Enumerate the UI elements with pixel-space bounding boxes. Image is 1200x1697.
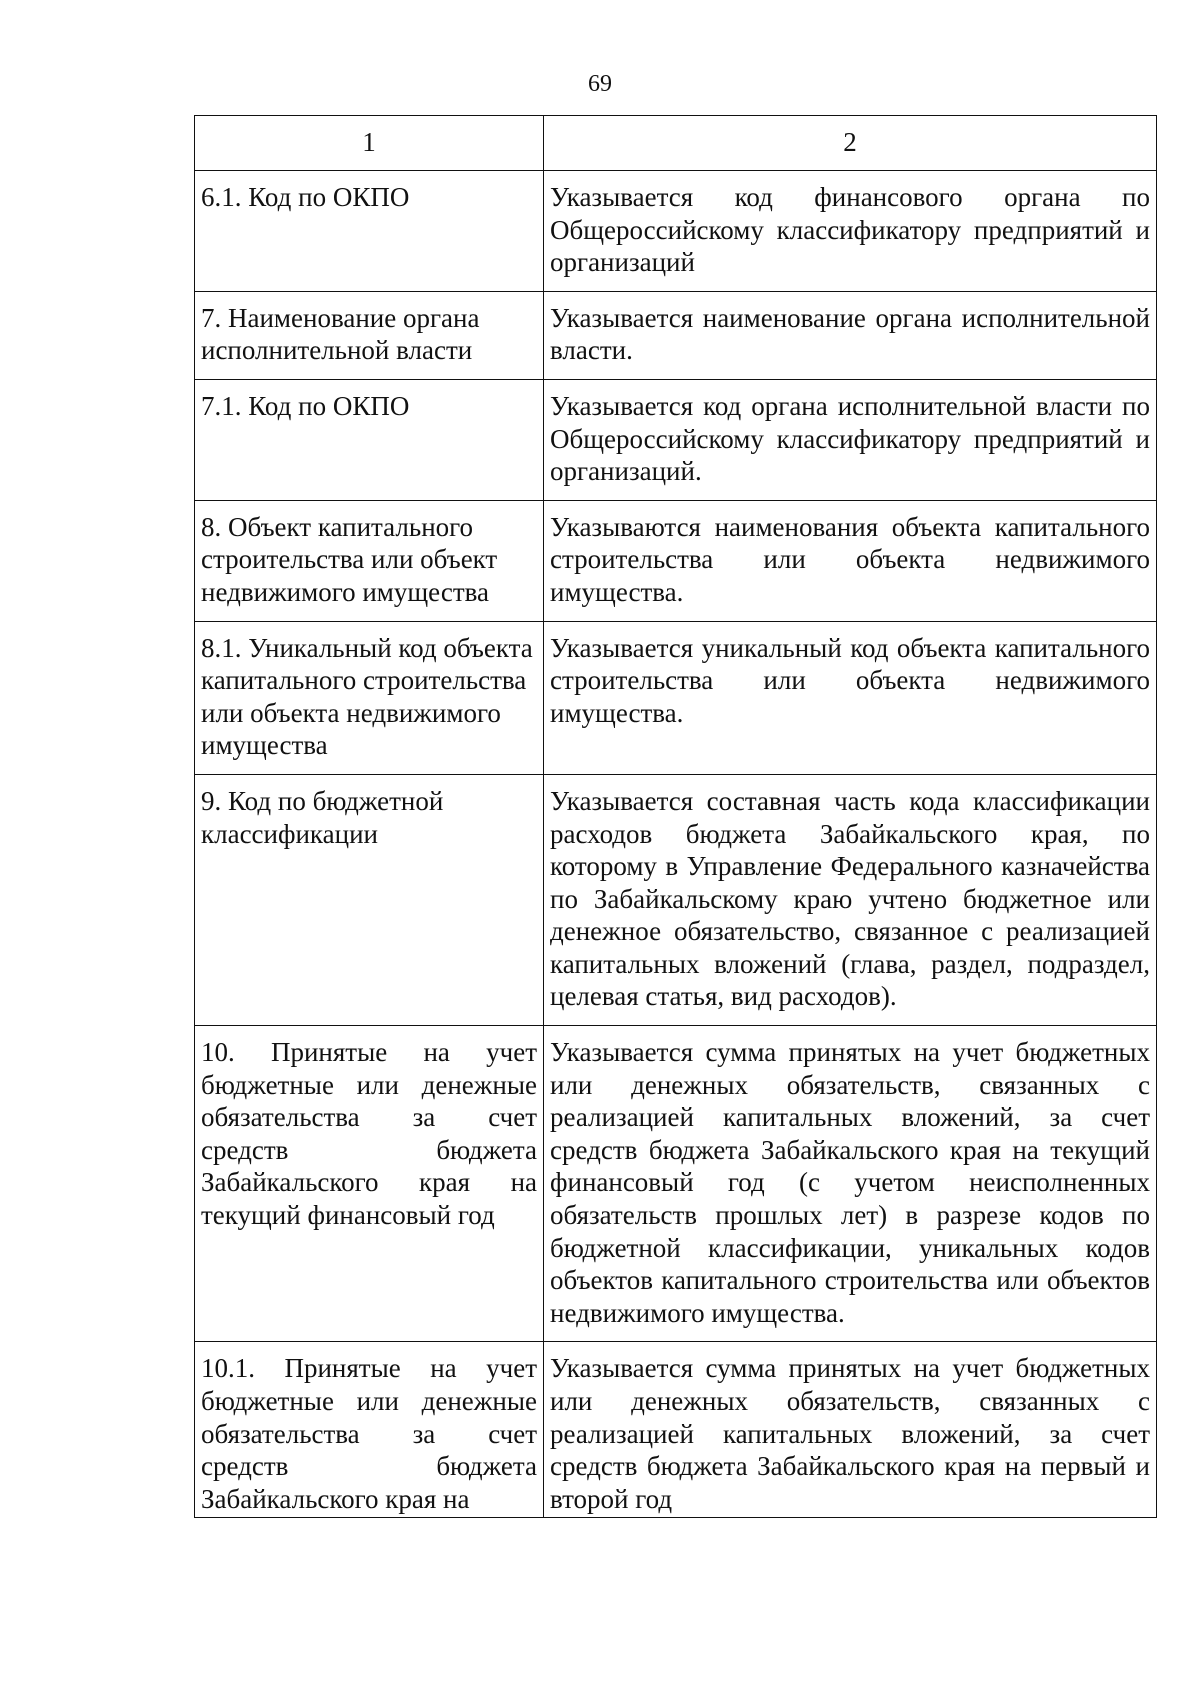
row-field-name: 7. Наименование органа исполнительной власти [195, 291, 544, 379]
row-field-name: 8.1. Уникальный код объекта капитального строительства или объекта недвижимого имущества [195, 621, 544, 774]
table-row [195, 1342, 1157, 1518]
page-number: 69 [588, 71, 612, 97]
row-field-name: 9. Код по бюджетной классификации [195, 774, 544, 1025]
row-field-description: Указываются наименования объекта капитального строительства или объекта недвижимого имущества. [544, 500, 1157, 621]
table-row [195, 1026, 1157, 1342]
row-field-name: 8. Объект капитального строительства или объект недвижимого имущества [195, 500, 544, 621]
row-field-name: 10.1. Принятые на учет бюджетные или денежные обязательства за счет средств бюджета Забайкальского края на [195, 1342, 544, 1518]
row-field-name: 7.1. Код по ОКПО [195, 379, 544, 500]
column-header-1: 1 [195, 116, 544, 171]
row-field-description: Указывается уникальный код объекта капитального строительства или объекта недвижимого имущества. [544, 621, 1157, 774]
row-field-description: Указывается сумма принятых на учет бюджетных или денежных обязательств, связанных с реализацией капитальных вложений, за счет средств бюджета Забайкальского края на текущий финансовый год (с учетом неисполненных обязательств прошлых лет) в разрезе кодов по бюджетной классификации, уникальных кодов объектов капитального строительства или объектов недвижимого имущества. [544, 1026, 1157, 1342]
table-header-row [195, 116, 1157, 171]
table-row [195, 379, 1157, 500]
table-row [195, 171, 1157, 292]
row-field-name: 6.1. Код по ОКПО [195, 171, 544, 292]
row-field-description: Указывается сумма принятых на учет бюджетных или денежных обязательств, связанных с реализацией капитальных вложений, за счет средств бюджета Забайкальского края на первый и второй год [544, 1342, 1157, 1518]
table-row [195, 774, 1157, 1025]
table-row [195, 621, 1157, 774]
table-row [195, 291, 1157, 379]
column-header-2: 2 [544, 116, 1157, 171]
row-field-description: Указывается составная часть кода классификации расходов бюджета Забайкальского края, по которому в Управление Федерального казначейства по Забайкальскому краю учтено бюджетное или денежное обязательство, связанное с реализацией капитальных вложений (глава, раздел, подраздел, целевая статья, вид расходов). [544, 774, 1157, 1025]
document-table [194, 115, 1157, 1518]
row-field-description: Указывается наименование органа исполнительной власти. [544, 291, 1157, 379]
row-field-description: Указывается код органа исполнительной власти по Общероссийскому классификатору предприятий и организаций. [544, 379, 1157, 500]
row-field-description: Указывается код финансового органа по Общероссийскому классификатору предприятий и организаций [544, 171, 1157, 292]
row-field-name: 10. Принятые на учет бюджетные или денежные обязательства за счет средств бюджета Забайкальского края на текущий финансовый год [195, 1026, 544, 1342]
table-row [195, 500, 1157, 621]
